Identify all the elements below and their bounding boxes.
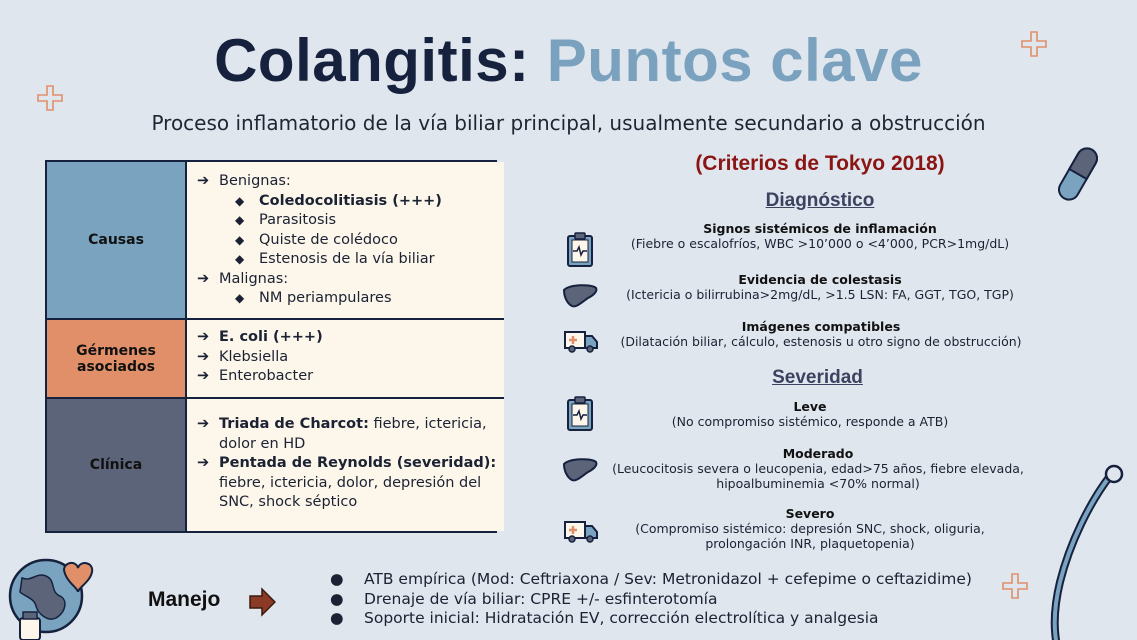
arrow-icon: ➔ [197,455,210,471]
tokyo-criteria-title: (Criterios de Tokyo 2018) [695,152,945,175]
criterion-desc: (Leucocitosis severa o leucopenia, edad>75 años, fiebre elevada, [612,461,1024,476]
maligna-text: NM periampulares [259,290,392,306]
bullet-icon: ● [330,609,344,627]
arrow-icon: ➔ [197,368,210,384]
benigna-item [197,192,496,212]
benigna-item [197,231,496,251]
diamond-icon: ◆ [235,193,245,208]
diagnostico-title: Diagnóstico [765,190,875,211]
germenes-body [187,320,504,399]
germen-item [197,348,496,368]
germen-item [197,367,496,387]
germenes-header-line2: asociados [77,358,155,375]
severidad-item-leve [600,399,1020,429]
reynolds-line [197,454,496,474]
clipboard-icon [566,396,594,432]
malignas-line [197,270,496,290]
page-title [0,26,1137,96]
benigna-text: Estenosis de la vía biliar [259,251,435,267]
reynolds-label: Pentada de Reynolds (severidad): [219,455,497,471]
arrow-icon: ➔ [197,348,210,365]
list-item [330,590,1020,610]
criterion-desc: (Fiebre o escalofríos, WBC >10’000 o <4’000, PCR>1mg/dL) [630,236,1010,251]
charcot-text: fiebre, ictericia, [373,416,487,432]
criterion-desc: (Dilatación biliar, cálculo, estenosis u otro signo de obstrucción) [620,334,1022,349]
liver-icon [562,456,598,484]
charcot-label: Triada de Charcot: [219,416,369,432]
diagnostico-item-3 [598,319,1044,349]
germenes-header-label [76,343,156,375]
benigna-text: Coledocolitiasis (+++) [259,192,442,209]
criterion-title: Moderado [782,446,854,461]
germen-item [197,328,496,348]
criterion-desc: (No compromiso sistémico, responde a ATB) [671,414,949,429]
clinica-body [187,399,504,531]
benigna-item [197,250,496,270]
germen-text: E. coli (+++) [219,329,323,345]
diamond-icon: ◆ [235,213,245,227]
severidad-item-severo [610,506,1010,551]
manejo-label: Manejo [148,588,221,611]
criterion-title: Evidencia de colestasis [738,272,902,287]
ambulance-icon [563,326,599,354]
arrow-right-icon [248,587,276,617]
arrow-icon: ➔ [197,416,210,432]
ambulance-icon [563,516,599,544]
manejo-text: Drenaje de vía biliar: CPRE +/- esfinterotomía [364,589,718,608]
benigna-text: Quiste de colédoco [259,231,398,248]
germen-text: Enterobacter [219,368,314,384]
germenes-header-line1: Gérmenes [76,342,156,359]
benignas-line [197,172,496,192]
clinica-header-label: Clínica [89,457,143,473]
diamond-icon: ◆ [235,252,245,266]
arrow-icon: ➔ [197,270,210,287]
reynolds-text-line2: SNC, shock séptico [219,494,358,510]
page-subtitle: Proceso inflamatorio de la vía biliar principal, usualmente secundario a obstrucción [151,111,986,135]
criterion-title: Signos sistémicos de inflamación [703,221,937,236]
benignas-label: Benignas: [219,173,291,189]
manejo-text: ATB empírica (Mod: Ceftriaxona / Sev: Metronidazol + cefepime o ceftazidime) [364,570,972,588]
bullet-icon: ● [330,570,344,588]
benigna-text: Parasitosis [259,212,337,228]
manejo-list [330,570,1020,629]
diamond-icon: ◆ [235,232,245,247]
charcot-line2: dolor en HD [219,435,306,452]
severidad-title: Severidad [772,367,863,388]
maligna-item [197,289,496,309]
malignas-label: Malignas: [219,270,289,287]
germenes-header [47,320,187,399]
manejo-text: Soporte inicial: Hidratación EV, corrección electrolítica y analgesia [364,609,879,627]
arrow-icon: ➔ [197,173,210,189]
severidad-item-moderado [596,446,1040,491]
list-item [330,609,1020,629]
criterion-title: Imágenes compatibles [741,319,901,334]
criterion-title: Leve [793,399,827,414]
criterion-desc: (Compromiso sistémico: depresión SNC, shock, oliguria, [635,521,985,536]
list-item [330,570,1020,590]
causas-body [187,162,504,320]
criterion-desc: hipoalbuminemia <70% normal) [716,476,920,491]
criterion-title: Severo [785,506,835,521]
criterion-desc: (Ictericia o bilirrubina>2mg/dL, >1.5 LSN: FA, GGT, TGO, TGP) [626,287,1014,302]
globe-heart-icon [6,552,98,640]
arrow-icon: ➔ [197,329,210,345]
bullet-icon: ● [330,589,344,608]
diagnostico-item-1 [600,221,1040,251]
causas-header-label: Causas [88,232,144,248]
clinica-header [47,399,187,531]
liver-icon [562,282,598,310]
title-part-light: Puntos clave [546,27,923,94]
clipboard-icon [566,232,594,268]
reynolds-text-line1: fiebre, ictericia, dolor, depresión del [219,474,482,491]
stethoscope-icon [1030,462,1135,640]
benigna-item [197,211,496,231]
criterion-desc: prolongación INR, plaquetopenia) [705,536,915,551]
causas-header [47,162,187,320]
diagnostico-item-2 [600,272,1040,302]
summary-table [45,160,497,533]
title-part-dark: Colangitis: [214,27,530,94]
charcot-line [197,415,496,435]
germen-text: Klebsiella [219,348,289,365]
diamond-icon: ◆ [235,291,245,305]
